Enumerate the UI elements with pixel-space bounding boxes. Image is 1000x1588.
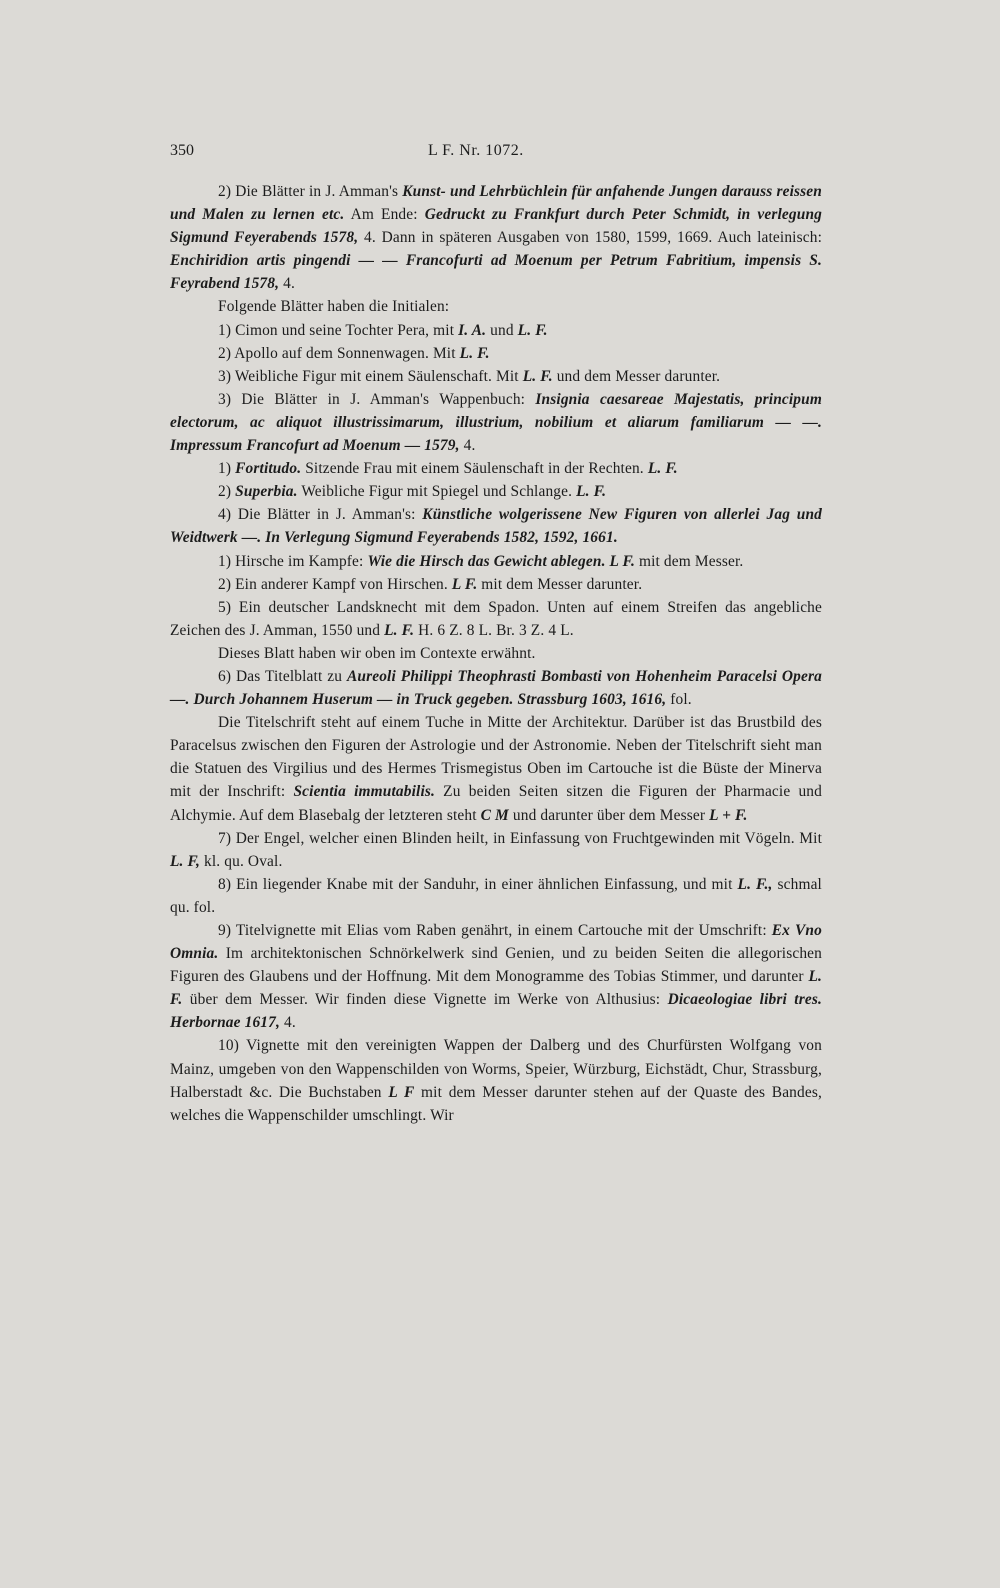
page-number: 350 [170, 142, 194, 159]
body-text [170, 180, 822, 1127]
paragraph-p9: 9) Titelvignette mit Elias vom Raben genährt, in einem Cartouche mit der Umschrift: Ex Vno Omnia. Im architektonischen Schnörkelwerk sind Genien, und zu beiden Seiten die allegorischen Figuren des Glaubens und der Hoffnung. Mit dem Monogramme des Tobias Stimmer, und darunter L. F. über dem Messer. Wir finden diese Vignette im Werke von Althusius: Dicaeologiae libri tres. Herbornae 1617, 4. [170, 922, 822, 1032]
paragraph-p2c: 2) Apollo auf dem Sonnenwagen. Mit L. F. [218, 344, 490, 362]
paragraph-p8: 8) Ein liegender Knabe mit der Sanduhr, in einer ähnlichen Einfassung, und mit L. F., schmal qu. fol. [170, 875, 822, 916]
catalogue-reference: L F. Nr. 1072. [428, 142, 524, 159]
paragraph-p3a: 1) Fortitudo. Sitzende Frau mit einem Säulenschaft in der Rechten. L. F. [218, 460, 678, 478]
paragraph-p2: 2) Die Blätter in J. Amman's Kunst- und Lehrbüchlein für anfahende Jungen darauss reissen und Malen zu lernen etc. Am Ende: Gedruckt zu Frankfurt durch Peter Schmidt, in verlegung Sigmund Feyerabends 1578, 4. Dann in späteren Ausgaben von 1580, 1599, 1669. Auch lateinisch: Enchiridion artis pingendi — — Francofurti ad Moenum per Petrum Fabritium, impensis S. Feyrabend 1578, 4. [170, 183, 823, 293]
paragraph-p4b: 2) Ein anderer Kampf von Hirschen. L F. mit dem Messer darunter. [218, 575, 643, 593]
paragraph-p4: 4) Die Blätter in J. Amman's: Künstliche wolgerissene New Figuren von allerlei Jag und Weidtwerk —. In Verlegung Sigmund Feyerabends 1582, 1592, 1661. [170, 506, 823, 547]
paragraph-p3: 3) Die Blätter in J. Amman's Wappenbuch: Insignia caesareae Majestatis, principum electorum, ac aliquot illustrissimarum, illustrium, nobilium et aliarum familiarum — —. Impressum Francofurt ad Moenum — 1579, 4. [170, 390, 822, 455]
paragraph-p7: 7) Der Engel, welcher einen Blinden heilt, in Einfassung von Fruchtgewinden mit Vögeln. Mit L. F, kl. qu. Oval. [170, 829, 822, 870]
paragraph-p6a: Die Titelschrift steht auf einem Tuche in Mitte der Architektur. Darüber ist das Brustbild des Paracelsus zwischen den Figuren der Astrologie und der Astronomie. Neben der Titelschrift sieht man die Statuen des Virgilius und des Hermes Trismegistus Oben im Cartouche ist die Büste der Minerva mit der Inschrift: Scientia immutabilis. Zu beiden Seiten sitzen die Figuren der Pharmacie und Alchymie. Auf dem Blasebalg der letzteren steht C M und darunter über dem Messer L + F. [170, 714, 823, 824]
paragraph-p2d: 3) Weibliche Figur mit einem Säulenschaft. Mit L. F. und dem Messer darunter. [218, 367, 721, 385]
paragraph-p5a: Dieses Blatt haben wir oben im Contexte erwähnt. [218, 644, 536, 662]
paragraph-p6: 6) Das Titelblatt zu Aureoli Philippi Theophrasti Bombasti von Hohenheim Paracelsi Opera —. Durch Johannem Huserum — in Truck gegeben. Strassburg 1603, 1616, fol. [170, 667, 822, 709]
paragraph-p10: 10) Vignette mit den vereinigten Wappen der Dalberg und des Churfürsten Wolfgang von Mainz, umgeben von den Wappenschilden von Worms, Speier, Würzburg, Eichstädt, Chur, Strassburg, Halberstadt &c. Die Buchstaben L F mit dem Messer darunter stehen auf der Quaste des Bandes, welches die Wappenschilder umschlingt. Wir [170, 1037, 822, 1124]
paragraph-p2a: Folgende Blätter haben die Initialen: [218, 298, 450, 316]
paragraph-p5: 5) Ein deutscher Landsknecht mit dem Spadon. Unten auf einem Streifen das angebliche Zeichen des J. Amman, 1550 und L. F. H. 6 Z. 8 L. Br. 3 Z. 4 L. [170, 598, 822, 639]
paragraph-p2b: 1) Cimon und seine Tochter Pera, mit I. A. und L. F. [218, 321, 548, 339]
paragraph-p4a: 1) Hirsche im Kampfe: Wie die Hirsch das Gewicht ablegen. L F. mit dem Messer. [218, 552, 744, 570]
paragraph-p3b: 2) Superbia. Weibliche Figur mit Spiegel und Schlange. L. F. [218, 483, 607, 501]
